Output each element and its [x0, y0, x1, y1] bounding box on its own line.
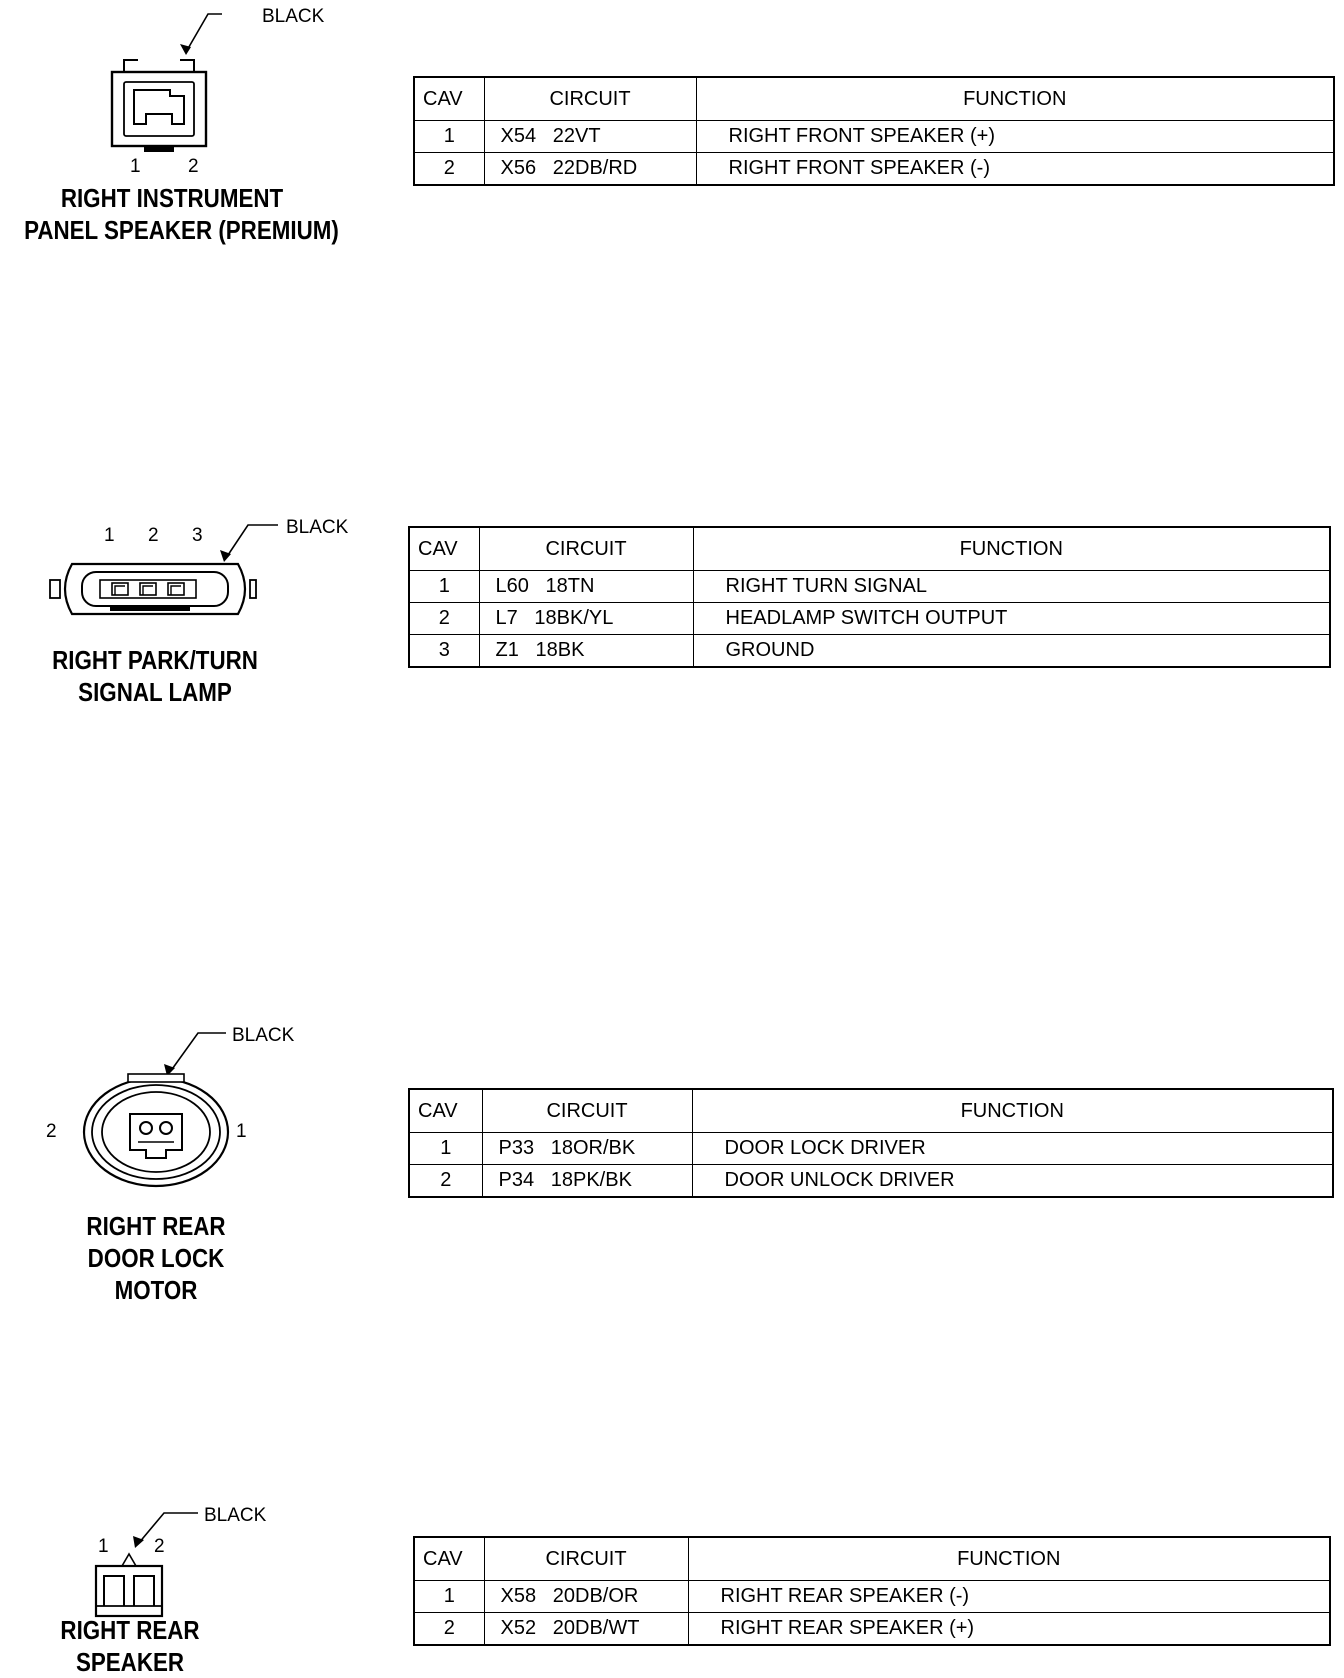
table-header-row: [414, 1537, 1330, 1581]
cell-function: HEADLAMP SWITCH OUTPUT: [693, 603, 1330, 635]
cell-function: DOOR LOCK DRIVER: [692, 1133, 1333, 1165]
title-line: RIGHT PARK/TURN: [52, 645, 258, 675]
cell-circuit: X52 20DB/WT: [484, 1613, 688, 1646]
cell-circuit: P34 18PK/BK: [482, 1165, 692, 1198]
header-function: FUNCTION: [688, 1537, 1330, 1581]
header-circuit: CIRCUIT: [479, 527, 693, 571]
cell-cav: 2: [414, 153, 484, 186]
title-line: MOTOR: [114, 1275, 198, 1305]
table-header-row: [414, 77, 1334, 121]
cell-cav: 1: [414, 1581, 484, 1613]
header-circuit: CIRCUIT: [484, 77, 696, 121]
cell-function: RIGHT FRONT SPEAKER (+): [696, 121, 1334, 153]
pinout-table: [408, 526, 1331, 668]
table-row: [409, 603, 1330, 635]
connector-diagram-rear-speaker: [0, 1490, 300, 1630]
header-circuit: CIRCUIT: [482, 1089, 692, 1133]
title-line: SIGNAL LAMP: [78, 677, 232, 707]
connector-diagram-door-lock-motor: [0, 1010, 320, 1210]
connector-drawing: [0, 0, 340, 180]
title-line: RIGHT REAR: [60, 1615, 200, 1645]
pinout-table: [408, 1088, 1334, 1198]
cell-function: RIGHT TURN SIGNAL: [693, 571, 1330, 603]
header-circuit: CIRCUIT: [484, 1537, 688, 1581]
cell-circuit: X56 22DB/RD: [484, 153, 696, 186]
title-line: DOOR LOCK: [87, 1243, 225, 1273]
pin-label-1: 1: [98, 1536, 109, 1557]
connector-drawing: [0, 1490, 300, 1630]
table-row: [409, 571, 1330, 603]
cell-circuit: L7 18BK/YL: [479, 603, 693, 635]
connector-diagram-instrument-panel-speaker: [0, 0, 340, 180]
cell-cav: 1: [414, 121, 484, 153]
table-row: [414, 1613, 1330, 1646]
cell-function: RIGHT REAR SPEAKER (-): [688, 1581, 1330, 1613]
pin-label-2: 2: [46, 1121, 57, 1142]
header-cav: CAV: [414, 1537, 484, 1581]
cell-circuit: X54 22VT: [484, 121, 696, 153]
color-label: BLACK: [232, 1025, 295, 1046]
title-line: RIGHT INSTRUMENT: [60, 183, 284, 213]
pin-label-1: 1: [236, 1121, 247, 1142]
cell-function: RIGHT FRONT SPEAKER (-): [696, 153, 1334, 186]
connector-title: [22, 1210, 290, 1306]
cell-cav: 2: [414, 1613, 484, 1646]
connector-drawing: [0, 1010, 320, 1210]
header-function: FUNCTION: [696, 77, 1334, 121]
cell-function: GROUND: [693, 635, 1330, 668]
pin-label-2: 2: [154, 1536, 165, 1557]
table-row: [409, 1133, 1333, 1165]
pin-label-2: 2: [188, 156, 199, 177]
color-label: BLACK: [286, 517, 349, 538]
pinout-table: [413, 1536, 1331, 1646]
cell-cav: 2: [409, 603, 479, 635]
table-row: [414, 1581, 1330, 1613]
header-function: FUNCTION: [693, 527, 1330, 571]
header-cav: CAV: [409, 527, 479, 571]
pin-label-3: 3: [192, 525, 203, 546]
cell-cav: 1: [409, 571, 479, 603]
table-header-row: [409, 1089, 1333, 1133]
cell-function: RIGHT REAR SPEAKER (+): [688, 1613, 1330, 1646]
header-cav: CAV: [414, 77, 484, 121]
title-line: PANEL SPEAKER (PREMIUM): [24, 215, 339, 245]
table-row: [409, 635, 1330, 668]
pin-label-1: 1: [104, 525, 115, 546]
connector-title: [24, 182, 339, 246]
cell-circuit: P33 18OR/BK: [482, 1133, 692, 1165]
table-row: [414, 121, 1334, 153]
table-header-row: [409, 527, 1330, 571]
table-row: [409, 1165, 1333, 1198]
cell-cav: 2: [409, 1165, 482, 1198]
connector-diagram-park-turn-signal-lamp: [0, 510, 360, 660]
connector-drawing: [0, 510, 360, 660]
connector-title: [22, 644, 289, 708]
pin-label-2: 2: [148, 525, 159, 546]
cell-cav: 3: [409, 635, 479, 668]
header-function: FUNCTION: [692, 1089, 1333, 1133]
cell-circuit: X58 20DB/OR: [484, 1581, 688, 1613]
color-label: BLACK: [262, 6, 325, 27]
cell-function: DOOR UNLOCK DRIVER: [692, 1165, 1333, 1198]
cell-circuit: L60 18TN: [479, 571, 693, 603]
color-label: BLACK: [204, 1505, 267, 1526]
header-cav: CAV: [409, 1089, 482, 1133]
connector-title: [18, 1614, 242, 1678]
title-line: SPEAKER: [75, 1647, 185, 1677]
cell-cav: 1: [409, 1133, 482, 1165]
pin-label-1: 1: [130, 156, 141, 177]
table-row: [414, 153, 1334, 186]
title-line: RIGHT REAR: [86, 1211, 226, 1241]
pinout-table: [413, 76, 1335, 186]
cell-circuit: Z1 18BK: [479, 635, 693, 668]
